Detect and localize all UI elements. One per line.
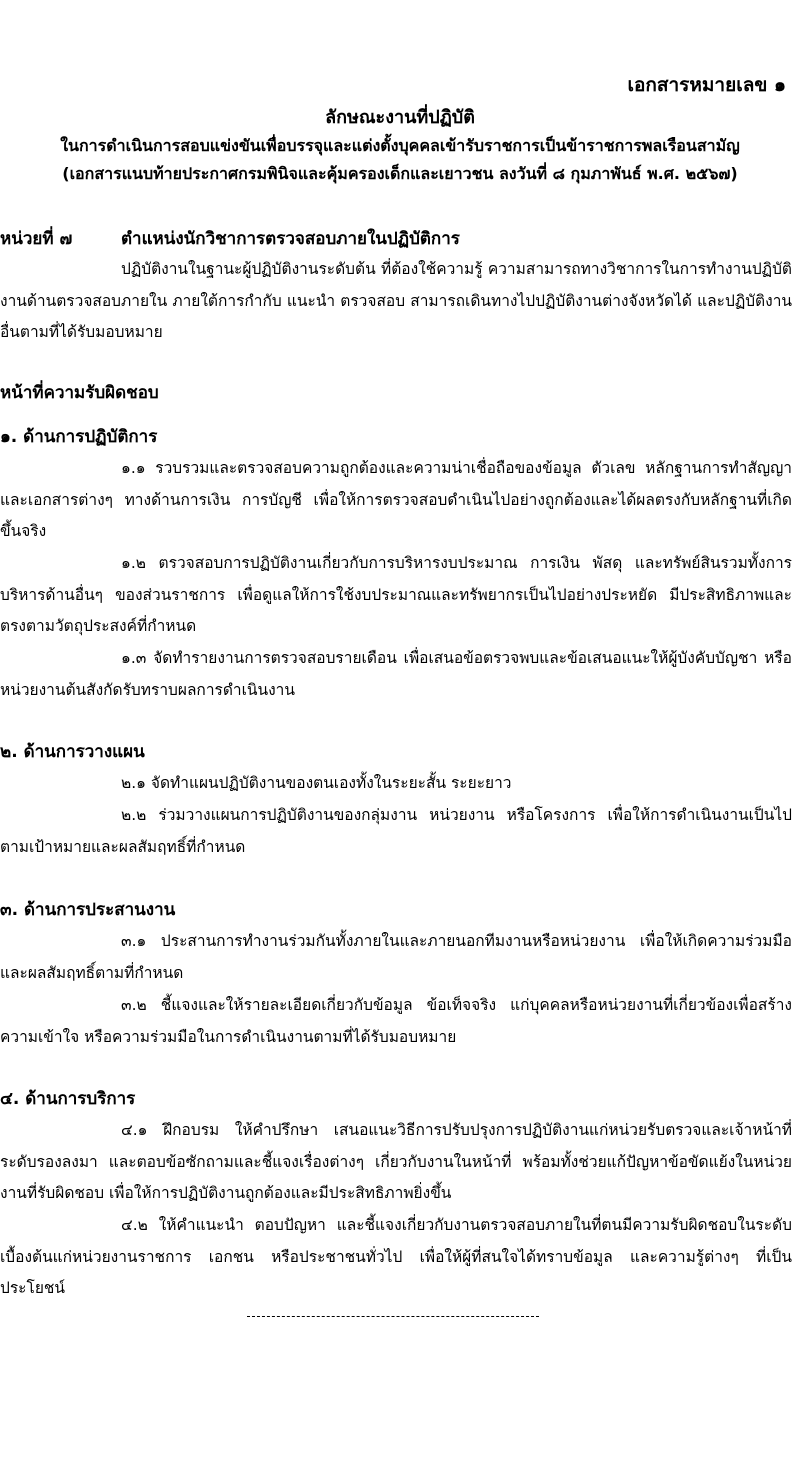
unit-position-title: ตำแหน่งนักวิชาการตรวจสอบภายในปฏิบัติการ xyxy=(121,229,460,249)
job-summary: ปฏิบัติงานในฐานะผู้ปฏิบัติงานระดับต้น ที่ต้องใช้ความรู้ ความสามารถทางวิชาการในการทำงานปฏิบัติงานด้านตรวจสอบภายใน ภายใต้การกำกับ แนะนำ ตรวจสอบ สามารถเดินทางไปปฏิบัติงานต่างจังหวัดได้ และปฏิบัติงานอื่นตามที่ได้รับมอบหมาย xyxy=(0,260,792,341)
duty-item-2-1: ๒.๑ จัดทำแผนปฏิบัติงานของตนเองทั้งในระยะสั้น ระยะยาว xyxy=(121,774,512,792)
duty-item-1-2: ๑.๒ ตรวจสอบการปฏิบัติงานเกี่ยวกับการบริหารงบประมาณ การเงิน พัสดุ และทรัพย์สินรวมทั้งการบริหารด้านอื่นๆ ของส่วนราชการ เพื่อดูแลให้การใช้งบประมาณและทรัพยากรเป็นไปอย่างประหยัด มีประสิทธิภาพและตรงตามวัตถุประสงค์ที่กำหนด xyxy=(0,554,792,635)
document-heading xyxy=(0,104,800,188)
unit-label: หน่วยที่ ๗ xyxy=(0,229,73,249)
duty-item-4-2: ๔.๒ ให้คำแนะนำ ตอบปัญหา และชี้แจงเกี่ยวกับงานตรวจสอบภายในที่ตนมีความรับผิดชอบในระดับเบื้องต้นแก่หน่วยงานราชการ เอกชน หรือประชาชนทั่วไป เพื่อให้ผู้ที่สนใจได้ทราบข้อมูล และความรู้ต่างๆ ที่เป็นประโยชน์ xyxy=(0,1216,792,1297)
end-of-document-rule xyxy=(247,1316,539,1317)
heading-attachment-note: (เอกสารแนบท้ายประกาศกรมพินิจและคุ้มครองเด็กและเยาวชน ลงวันที่ ๘ กุมภาพันธ์ พ.ศ. ๒๕๖๗) xyxy=(62,164,738,183)
heading-subtitle: ในการดำเนินการสอบแข่งขันเพื่อบรรจุและแต่งตั้งบุคคลเข้ารับราชการเป็นข้าราชการพลเรือนสามัญ xyxy=(60,136,740,155)
section-heading-service: ๔. ด้านการบริการ xyxy=(0,1089,136,1109)
duty-item-1-3: ๑.๓ จัดทำรายงานการตรวจสอบรายเดือน เพื่อเสนอข้อตรวจพบและข้อเสนอแนะให้ผู้บังคับบัญชา หรือหน่วยงานต้นสังกัดรับทราบผลการดำเนินงาน xyxy=(0,649,792,699)
section-heading-planning: ๒. ด้านการวางแผน xyxy=(0,742,145,762)
section-heading-coordination: ๓. ด้านการประสานงาน xyxy=(0,900,176,920)
duty-item-3-2: ๓.๒ ชี้แจงและให้รายละเอียดเกี่ยวกับข้อมูล ข้อเท็จจริง แก่บุคคลหรือหน่วยงานที่เกี่ยวข้องเพื่อสร้างความเข้าใจ หรือความร่วมมือในการดำเนินงานตามที่ได้รับมอบหมาย xyxy=(0,996,792,1046)
duties-heading: หน้าที่ความรับผิดชอบ xyxy=(0,383,159,403)
duty-item-3-1: ๓.๑ ประสานการทำงานร่วมกันทั้งภายในและภายนอกทีมงานหรือหน่วยงาน เพื่อให้เกิดความร่วมมือ และผลสัมฤทธิ์ตามที่กำหนด xyxy=(0,932,792,982)
section-heading-operations: ๑. ด้านการปฏิบัติการ xyxy=(0,427,158,447)
heading-title: ลักษณะงานที่ปฏิบัติ xyxy=(325,107,475,128)
document-number: เอกสารหมายเลข ๑ xyxy=(627,74,786,96)
duty-item-2-2: ๒.๒ ร่วมวางแผนการปฏิบัติงานของกลุ่มงาน หน่วยงาน หรือโครงการ เพื่อให้การดำเนินงานเป็นไปตามเป้าหมายและผลสัมฤทธิ์ที่กำหนด xyxy=(0,806,792,856)
duty-item-4-1: ๔.๑ ฝึกอบรม ให้คำปรึกษา เสนอแนะวิธีการปรับปรุงการปฏิบัติงานแก่หน่วยรับตรวจและเจ้าหน้าที่ระดับรองลงมา และตอบข้อซักถามและชี้แจงเรื่องต่างๆ เกี่ยวกับงานในหน้าที่ พร้อมทั้งช่วยแก้ปัญหาข้อขัดแย้งในหน่วยงานที่รับผิดชอบ เพื่อให้การปฏิบัติงานถูกต้องและมีประสิทธิภาพยิ่งขึ้น xyxy=(0,1121,792,1202)
duty-item-1-1: ๑.๑ รวบรวมและตรวจสอบความถูกต้องและความน่าเชื่อถือของข้อมูล ตัวเลข หลักฐานการทำสัญญา และเอกสารต่างๆ ทางด้านการเงิน การบัญชี เพื่อให้การตรวจสอบดำเนินไปอย่างถูกต้องและได้ผลตรงกับหลักฐานที่เกิดขึ้นจริง xyxy=(0,459,792,540)
